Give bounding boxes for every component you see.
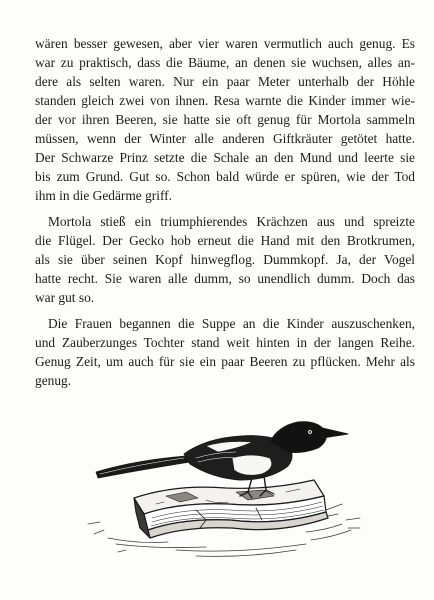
- text-line: dere als selten waren. Nur ein paar Meter unterhalb der Höhle: [35, 74, 415, 89]
- text-line: der vor ihren Beeren, sie hatte sie oft genug für Mortola sammeln: [35, 112, 415, 127]
- text-line: als sie über seinen Kopf hinwegflog. Dummkopf. Ja, der Vogel: [35, 252, 415, 267]
- magpie-on-book-illustration: [56, 400, 386, 560]
- text-line: war gut so.: [35, 290, 95, 305]
- text-line: genug.: [35, 373, 72, 388]
- text-line: Der Schwarze Prinz setzte die Schale an den Mund und leerte sie: [35, 150, 415, 165]
- body-text: [35, 34, 415, 390]
- text-line: Mortola stieß ein triumphierendes Krächzen aus und spreizte: [48, 214, 415, 229]
- text-line: hatte recht. Sie waren alle dumm, so unendlich dumm. Doch das: [35, 271, 415, 286]
- paragraph-1: [35, 34, 415, 205]
- text-line: Die Frauen begannen die Suppe an die Kinder auszuschenken,: [48, 316, 415, 331]
- book-icon: [134, 480, 328, 538]
- text-line: bis zum Grund. Gut so. Schon bald würde er spüren, wie der Tod: [35, 169, 415, 184]
- text-line: wären besser gewesen, aber vier waren vermutlich auch genug. Es: [35, 36, 415, 51]
- text-line: die Flügel. Der Gecko hob erneut die Hand mit den Brotkrumen,: [35, 233, 415, 248]
- text-line: ihm in die Gedärme griff.: [35, 188, 172, 203]
- text-line: standen gleich zwei von ihnen. Resa warnte die Kinder immer wie-: [35, 93, 415, 108]
- paragraph-2: [35, 212, 415, 307]
- text-line: Genug Zeit, um auch für sie ein paar Beeren zu pflücken. Mehr als: [35, 354, 415, 369]
- paragraph-3: [35, 314, 415, 390]
- text-line: müssen, wenn der Winter alle anderen Giftkräuter getötet hatte.: [35, 131, 415, 146]
- text-line: war zu praktisch, dass die Bäume, an denen sie wuchsen, alles an-: [35, 55, 415, 70]
- text-line: und Zauberzunges Tochter stand weit hinten in der langen Reihe.: [35, 335, 415, 350]
